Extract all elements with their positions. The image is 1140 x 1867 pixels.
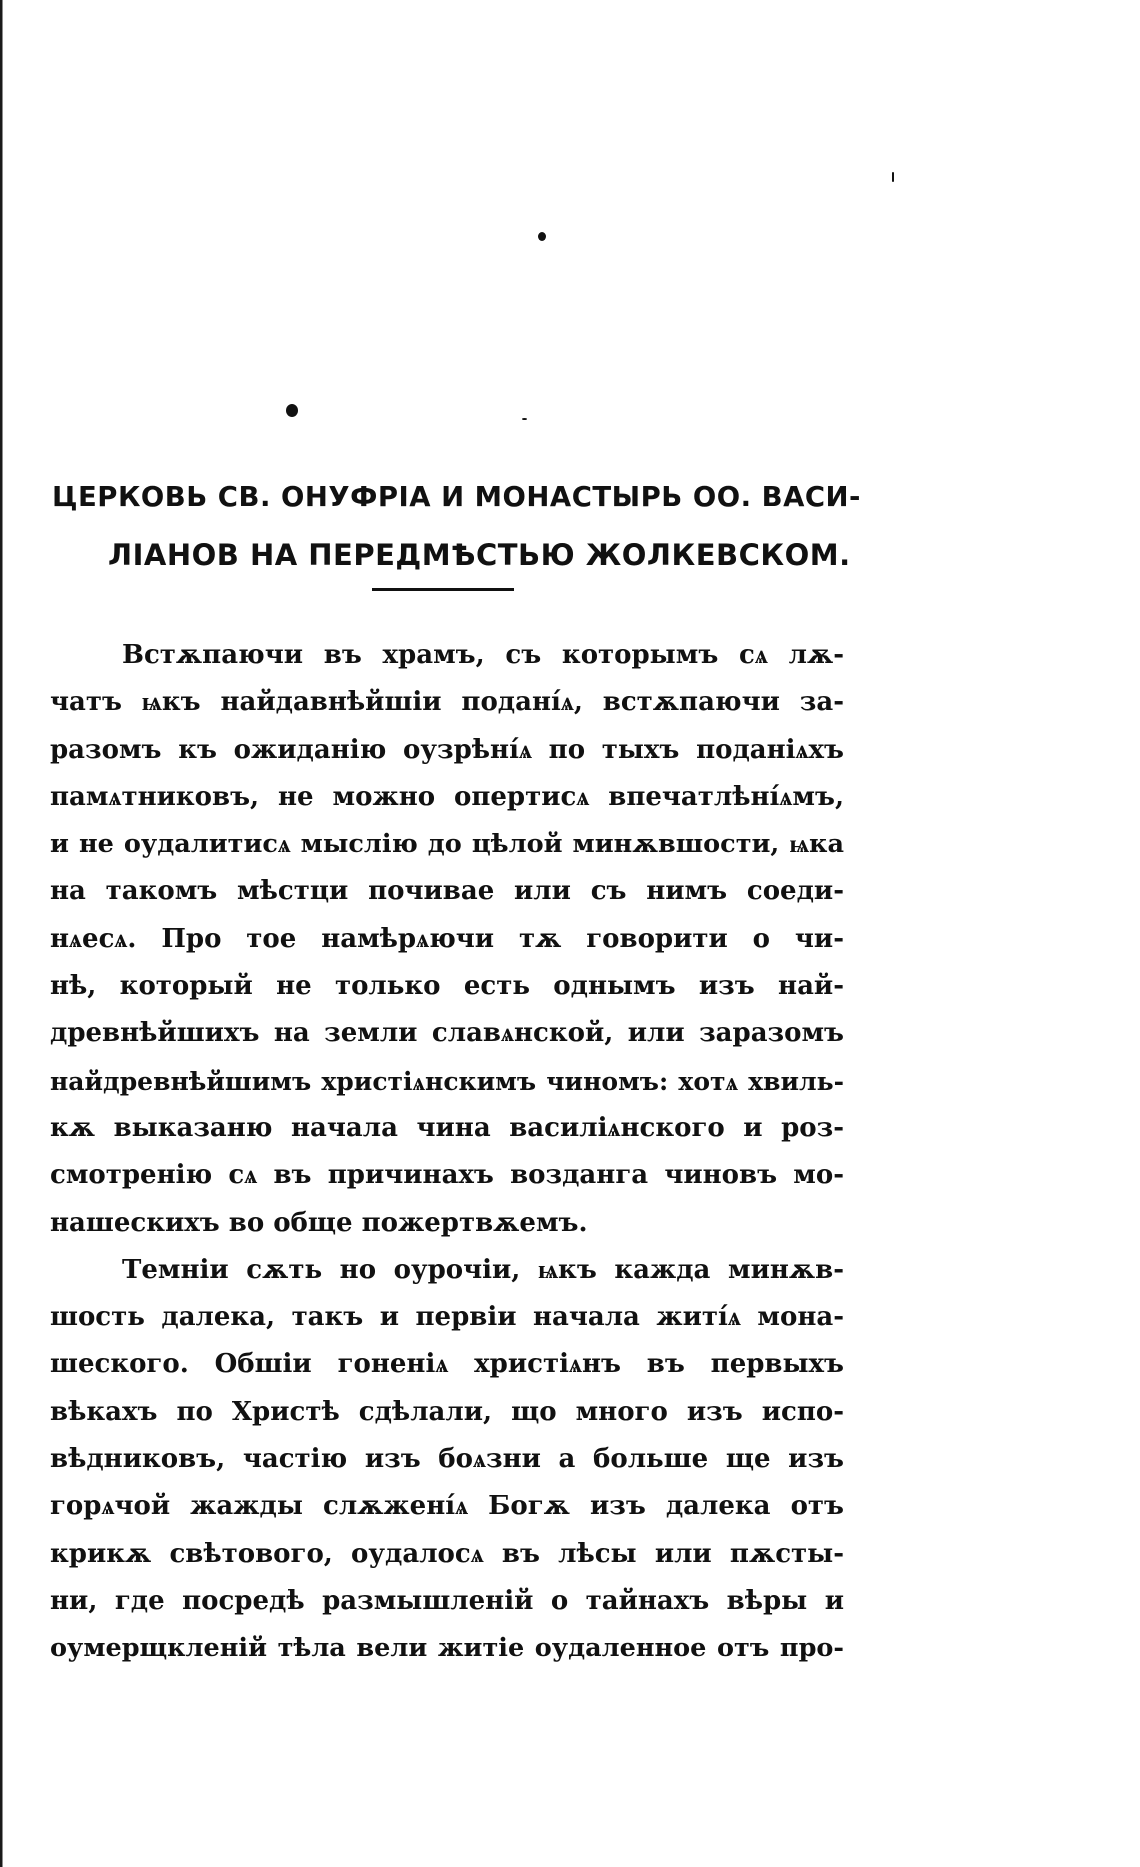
text-line: смотренію сѧ въ причинахъ возданга чиновъ мо-: [50, 1160, 844, 1191]
text-line: нѧесѧ. Про тое намѣрѧючи тѫ говорити о чи-: [50, 923, 844, 954]
chapter-heading: [52, 468, 862, 584]
text-line: Темніи сѫть но оурочіи, ѩкъ кажда минѫв-: [122, 1254, 844, 1285]
text-line: горѧчой жажды слѫжені́ѧ Богѫ изъ далека отъ: [50, 1491, 844, 1522]
text-line: нѣ, который не только есть однымъ изъ най-: [50, 971, 844, 1002]
body-text: [50, 632, 844, 1673]
text-line: оумерщкленій тѣла вели житіе оудаленное отъ про-: [50, 1633, 844, 1664]
text-line: древнѣйшихъ на земли славѧнской, или заразомъ: [50, 1018, 844, 1049]
text-line: на такомъ мѣстци почивае или съ нимъ соеди-: [50, 876, 844, 907]
text-line: вѣкахъ по Христѣ сдѣлали, що много изъ испо-: [50, 1396, 844, 1427]
text-line: найдревнѣйшимъ христіѧнскимъ чиномъ: хотѧ хвиль-: [50, 1066, 844, 1096]
text-line: шеского. Обшіи гоненіѧ христіѧнъ въ первыхъ: [50, 1349, 844, 1380]
text-line: разомъ къ ожиданію оузрѣні́ѧ по тыхъ поданіѧхъ: [50, 734, 844, 765]
text-line: вѣдниковъ, частію изъ боѧзни а больше ще изъ: [50, 1444, 844, 1475]
text-line: и не оудалитисѧ мыслію до цѣлой минѫвшости, ѩка: [50, 829, 844, 860]
text-line: шость далека, такъ и первіи начала житі́ѧ мона-: [50, 1302, 844, 1333]
heading-divider: [372, 588, 514, 591]
ink-speck: [286, 404, 298, 417]
page-edge-shadow: [0, 0, 8, 1867]
ink-speck: [522, 418, 527, 420]
text-line: кѫ выказаню начала чина василіѧнского и роз-: [50, 1112, 844, 1143]
text-line: чатъ ѩкъ найдавнѣйшіи подані́ѧ, встѫпаючи за-: [50, 687, 844, 718]
ink-speck: [892, 172, 894, 182]
paragraph-2: [50, 1247, 844, 1673]
text-line: нашескихъ во обще пожертвѫемъ.: [50, 1207, 588, 1238]
text-line: крикѫ свѣтового, оудалосѧ въ лѣсы или пѫсты-: [50, 1538, 844, 1569]
ink-speck: [538, 232, 546, 241]
heading-line-1: ЦЕРКОВЬ СВ. ОНУФРІА И МОНАСТЫРЬ ОО. ВАСИ-: [52, 481, 861, 513]
paragraph-1: [50, 632, 844, 1247]
text-line: памѧтниковъ, не можно опертисѧ впечатлѣні́ѧмъ,: [50, 781, 844, 812]
text-line: Встѫпаючи въ храмъ, съ которымъ сѧ лѫ-: [122, 640, 844, 670]
heading-line-2: ЛІАНОВ НА ПЕРЕДМѢСТЬЮ ЖОЛКЕВСКОМ.: [108, 538, 851, 572]
text-line: ни, где посредѣ размышленій о тайнахъ вѣры и: [50, 1585, 844, 1616]
